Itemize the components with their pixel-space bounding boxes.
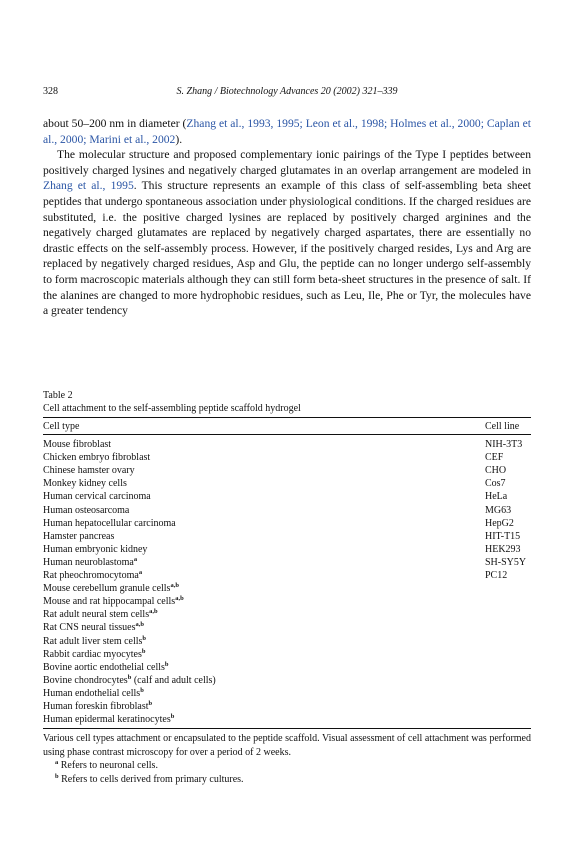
cell-line	[485, 700, 531, 713]
cell-line: CHO	[485, 465, 507, 477]
footnote-marker: b	[164, 660, 169, 668]
cell-type	[43, 543, 147, 556]
footnote-b-text: Refers to cells derived from primary cultures.	[58, 773, 244, 785]
page-number: 328	[43, 86, 58, 97]
cell-type-name: Rat adult neural stem cells	[43, 609, 150, 621]
table-label: Table 2	[43, 390, 73, 401]
footnote-marker: a	[133, 555, 138, 563]
column-header-cell-line: Cell line	[485, 421, 520, 432]
running-header	[43, 86, 531, 100]
table-row	[43, 582, 531, 595]
cell-type	[43, 451, 150, 464]
cell-line: HepG2	[485, 517, 514, 529]
cell-type-name: Mouse and rat hippocampal cells	[43, 596, 176, 608]
para1-text-start: about 50–200 nm in diameter (	[43, 117, 187, 130]
cell-line	[485, 687, 531, 700]
footnote-b	[43, 773, 531, 787]
table-row	[43, 700, 531, 713]
cell-type	[43, 635, 146, 648]
column-header-cell-type: Cell type	[43, 421, 80, 432]
cell-line: Cos7	[485, 478, 506, 490]
table-row	[43, 517, 531, 530]
cell-type	[43, 700, 152, 713]
cell-type	[43, 621, 144, 634]
footnote-marker: b	[141, 647, 146, 655]
table-caption: Cell attachment to the self-assembling peptide scaffold hydrogel	[43, 403, 301, 414]
footnote-marker: b	[127, 673, 132, 681]
cell-type	[43, 582, 179, 595]
journal-citation: S. Zhang / Biotechnology Advances 20 (2002) 321–339	[176, 86, 398, 97]
cell-type	[43, 477, 127, 490]
citation-link[interactable]: Zhang et al., 1993, 1995; Leon et al., 1998; Holmes et al., 2000; Caplan et al., 2000; Marini et al., 2002	[43, 117, 531, 146]
cell-line: MG63	[485, 504, 512, 516]
cell-line	[485, 713, 531, 726]
citation-link[interactable]: Zhang et al., 1995	[43, 179, 134, 193]
footnote-marker: a,b	[170, 582, 179, 590]
cell-type	[43, 713, 174, 726]
table-row	[43, 661, 531, 674]
table-row	[43, 477, 531, 490]
cell-type	[43, 464, 135, 477]
table-row	[43, 648, 531, 661]
cell-type-name: Bovine chondrocytes	[43, 674, 128, 686]
table-row	[43, 464, 531, 477]
cell-type-name: Human cervical carcinoma	[43, 491, 151, 503]
table-row	[43, 569, 531, 582]
cell-type-name: Human embryonic kidney	[43, 543, 148, 555]
cell-type-name: Rat adult liver stem cells	[43, 635, 143, 647]
cell-type	[43, 490, 151, 503]
cell-type	[43, 608, 158, 621]
table-row	[43, 595, 531, 608]
table-body	[43, 435, 531, 728]
table-row	[43, 713, 531, 726]
cell-type-name: Human foreskin fibroblast	[43, 700, 149, 712]
table-row	[43, 621, 531, 634]
paragraph-1	[43, 116, 531, 147]
paragraph-2	[43, 147, 531, 319]
table-row	[43, 674, 531, 687]
cell-line: HIT-T15	[485, 530, 521, 542]
table-row	[43, 451, 531, 464]
table-bottom-rule	[43, 728, 531, 729]
cell-type-name: Human neuroblastoma	[43, 556, 134, 568]
cell-type	[43, 517, 176, 530]
cell-line: PC12	[485, 570, 508, 582]
cell-line	[485, 674, 531, 687]
table-header-row	[43, 418, 531, 434]
table-row	[43, 635, 531, 648]
table-row	[43, 543, 531, 556]
table-row	[43, 438, 531, 451]
footnote-marker: b	[142, 634, 147, 642]
table-row	[43, 687, 531, 700]
footnote-a-mark: a	[55, 759, 59, 767]
cell-type	[43, 504, 129, 517]
cell-type	[43, 595, 184, 608]
table-row	[43, 530, 531, 543]
cell-type-name: Chicken embryo fibroblast	[43, 452, 151, 464]
cell-line	[485, 608, 531, 621]
footnote-marker: b	[140, 686, 144, 694]
cell-type-name: Mouse cerebellum granule cells	[43, 583, 171, 595]
footnote-a-text: Refers to neuronal cells.	[58, 760, 158, 772]
cell-line	[485, 661, 531, 674]
cell-line	[485, 621, 531, 634]
cell-type-name: Human epidermal keratinocytes	[43, 714, 171, 726]
table-row	[43, 490, 531, 503]
para1-text-end: ).	[175, 132, 183, 146]
footnote-marker: b	[148, 699, 153, 707]
cell-line	[485, 635, 531, 648]
cell-line: CEF	[485, 452, 504, 464]
cell-line	[485, 595, 531, 608]
cell-type-name: Human endothelial cells	[43, 687, 141, 699]
cell-type-name: Human hepatocellular carcinoma	[43, 517, 176, 529]
cell-type-name: Bovine aortic endothelial cells	[43, 661, 165, 673]
cell-type-note: (calf and adult cells)	[131, 674, 216, 686]
footnote-marker: a,b	[135, 621, 144, 629]
footnote-marker: a,b	[149, 608, 158, 616]
cell-type	[43, 530, 114, 543]
cell-line	[485, 582, 531, 595]
footnote-marker: a	[138, 569, 143, 577]
footnote-a	[43, 759, 531, 773]
cell-type-name: Mouse fibroblast	[43, 439, 112, 451]
cell-line: HeLa	[485, 491, 508, 503]
para2-text-start: The molecular structure and proposed complementary ionic pairings of the Type I peptides between positively charged lysines and negatively charged glutamates in an overlap arrangement are modeled in	[43, 148, 531, 177]
cell-type-name: Human osteosarcoma	[43, 504, 130, 516]
cell-type	[43, 438, 111, 451]
cell-type	[43, 674, 216, 687]
cell-type	[43, 556, 137, 569]
footnote-marker: b	[170, 713, 175, 721]
cell-type-name: Chinese hamster ovary	[43, 465, 135, 477]
cell-type-name: Hamster pancreas	[43, 530, 115, 542]
cell-type-name: Rabbit cardiac myocytes	[43, 648, 142, 660]
cell-type	[43, 687, 144, 700]
table-row	[43, 504, 531, 517]
cell-type	[43, 569, 142, 582]
cell-type-name: Rat pheochromocytoma	[43, 570, 139, 582]
table-row	[43, 556, 531, 569]
table-row	[43, 608, 531, 621]
cell-line	[485, 648, 531, 661]
cell-type-name: Monkey kidney cells	[43, 478, 127, 490]
cell-type-name: Rat CNS neural tissues	[43, 622, 136, 634]
table-2	[43, 389, 531, 786]
cell-type	[43, 648, 145, 661]
cell-line: NIH-3T3	[485, 439, 523, 451]
footnote-marker: a,b	[175, 595, 184, 603]
footnote-b-mark: b	[55, 772, 59, 780]
cell-type	[43, 661, 169, 674]
para2-text-end: . This structure represents an example of this class of self-assembling beta sheet peptides that undergo spontaneous association under physiological conditions. If the charged residues are substituted, i.e. the positive charged lysines are replaced by positively charged arginines and the negatively charged glutamates are replaced by negatively charged aspartates, there are essentially no drastic effects on the self-assembly process. However, if the positively charged resides, Lys and Arg are replaced by negatively charged residues, Asp and Glu, the peptide can no longer undergo self-assembly to form macroscopic materials although they can still form beta-sheet structures in the presence of salt. If the alanines are changed to more hydrophobic residues, such as Leu, Ile, Phe or Tyr, the molecules have a greater tendency	[43, 179, 531, 318]
table-footnote: Various cell types attachment or encapsulated to the peptide scaffold. Visual assessment of cell attachment was performed using phase contrast microscopy for over a period of 2 weeks.	[43, 733, 531, 758]
body-text	[43, 116, 531, 319]
cell-line: HEK293	[485, 543, 521, 555]
cell-line: SH-SY5Y	[485, 556, 527, 568]
